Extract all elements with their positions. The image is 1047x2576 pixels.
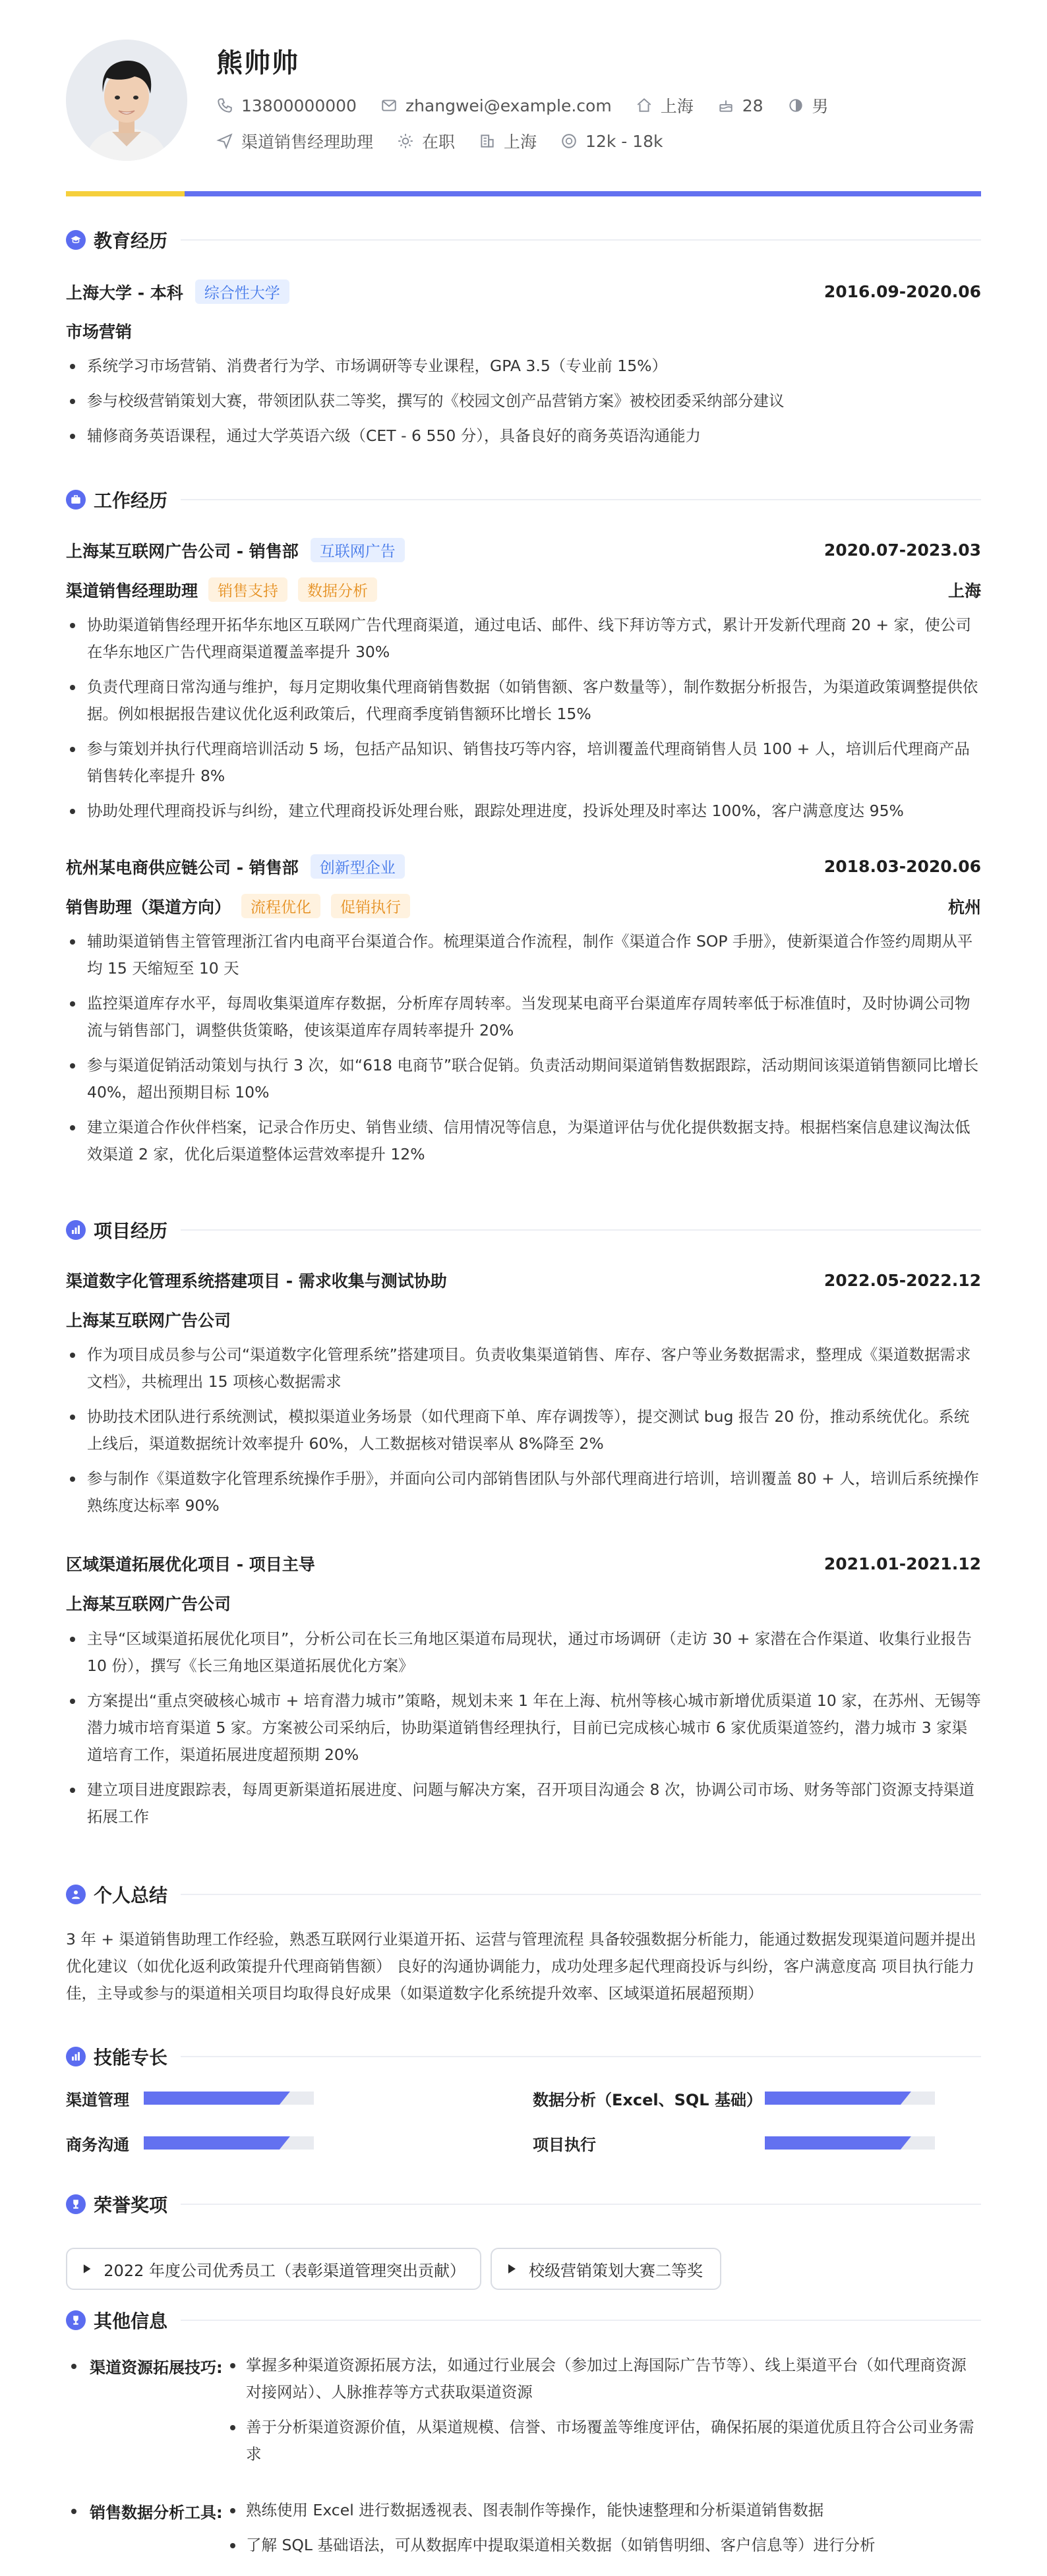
skill-name: 项目执行: [533, 2135, 596, 2154]
role-tag: 促销执行: [331, 894, 410, 918]
trophy-icon: [66, 2310, 86, 2330]
skill-bar-fill: [144, 2136, 290, 2150]
list-item: 建立渠道合作伙伴档案，记录合作历史、销售业绩、信用情况等信息，为渠道评估与优化提供数据支持。根据档案信息建议淘汰低效渠道 2 家，优化后渠道整体运营效率提升 12%: [66, 1114, 981, 1168]
section-projects: [66, 1217, 981, 1243]
skill-item: [533, 2087, 981, 2109]
section-title-summary: 个人总结: [94, 1885, 168, 1906]
skill-bar-fill: [765, 2092, 911, 2105]
section-education: [66, 227, 981, 253]
project-name: 渠道数字化管理系统搭建项目 - 需求收集与测试协助: [66, 1272, 447, 1291]
bar-chart-icon: [66, 1220, 86, 1240]
award-text: 校级营销策划大赛二等奖: [529, 2261, 703, 2280]
list-item: 系统学习市场营销、消费者行为学、市场调研等专业课程，GPA 3.5（专业前 15%）: [66, 353, 981, 380]
list-item: 参与制作《渠道数字化管理系统操作手册》，并面向公司内部销售团队与外部代理商进行培训，培训覆盖 80 + 人，培训后系统操作熟练度达标率 90%: [66, 1465, 981, 1519]
list-item: 辅修商务英语课程，通过大学英语六级（CET - 6 550 分），具备良好的商务英语沟通能力: [66, 423, 981, 450]
list-item: 协助技术团队进行系统测试，模拟渠道业务场景（如代理商下单、库存调拨等），提交测试 bug 报告 20 份，推动系统优化。系统上线后，渠道数据统计效率提升 60%，人工数据核对错误率从 8%降至 2%: [66, 1403, 981, 1457]
section-divider: [181, 2204, 981, 2205]
job-title-item: [216, 129, 373, 153]
section-divider: [181, 499, 981, 500]
job-dates: 2018.03-2020.06: [823, 857, 981, 876]
company-tag: 创新型企业: [311, 854, 405, 879]
section-title-honors: 荣誉奖项: [94, 2194, 168, 2216]
status-item: [397, 129, 455, 153]
company-name: 上海某互联网广告公司 - 销售部: [66, 541, 299, 561]
project-company-row: [66, 1308, 981, 1332]
email-item: [380, 96, 612, 115]
job-bullets: [66, 928, 981, 1168]
play-triangle-icon: [506, 2264, 517, 2274]
other-group-label: 渠道资源拓展技巧:: [66, 2355, 223, 2378]
major-name: 市场营销: [66, 322, 133, 341]
skill-name: 商务沟通: [66, 2135, 129, 2154]
list-item: 监控渠道库存水平，每周收集渠道库存数据，分析库存周转率。当发现某电商平台渠道库存周转率低于标准值时，及时协调公司物流与销售部门，调整供货策略，使该渠道库存周转率提升 20%: [66, 990, 981, 1044]
section-title-projects: 项目经历: [94, 1220, 168, 1242]
award-item: [491, 2248, 721, 2290]
accent-bar-yellow: [66, 191, 185, 196]
graduation-cap-icon: [66, 230, 86, 250]
skill-bar: [144, 2136, 314, 2150]
trophy-icon: [66, 2194, 86, 2214]
job-role-row: [66, 577, 981, 602]
company-name: 杭州某电商供应链公司 - 销售部: [66, 858, 299, 877]
project-company: 上海某互联网广告公司: [66, 1595, 231, 1614]
accent-bar: [66, 191, 981, 196]
phone-text: 13800000000: [241, 96, 357, 115]
section-divider: [181, 1894, 981, 1895]
education-header-row: [66, 279, 981, 304]
project-dates: 2022.05-2022.12: [823, 1270, 981, 1290]
list-item: 协助渠道销售经理开拓华东地区互联网广告代理商渠道，通过电话、邮件、线下拜访等方式，累计开发新代理商 20 + 家，使公司在华东地区广告代理商渠道覆盖率提升 30%: [66, 612, 981, 666]
school-name: 上海大学 - 本科: [66, 283, 183, 303]
section-divider: [181, 2320, 981, 2321]
expected-city-item: [479, 129, 537, 153]
candidate-name: 熊帅帅: [216, 48, 299, 78]
list-item: 了解 SQL 基础语法，可从数据库中提取渠道相关数据（如销售明细、客户信息等）进行分析: [227, 2532, 981, 2559]
project-header-row: [66, 1268, 981, 1292]
list-item: 辅助渠道销售主管管理浙江省内电商平台渠道合作。梳理渠道合作流程，制作《渠道合作 SOP 手册》，使新渠道合作签约周期从平均 15 天缩短至 10 天: [66, 928, 981, 982]
coin-icon: [560, 132, 578, 150]
list-item: 方案提出“重点突破核心城市 + 培育潜力城市”策略，规划未来 1 年在上海、杭州等核心城市新增优质渠道 10 家，在苏州、无锡等潜力城市培育渠道 5 家。方案被公司采纳后，协助渠道销售经理执行，目前已完成核心城市 6 家优质渠道签约，潜力城市 3 家渠道培育工作，渠道拓展进度超预期 20%: [66, 1687, 981, 1769]
age-text: 28: [742, 96, 763, 115]
project-header-row: [66, 1552, 981, 1575]
school-tag: 综合性大学: [195, 279, 289, 304]
gender-item: [787, 94, 829, 117]
project-company-row: [66, 1591, 981, 1615]
gender-text: 男: [812, 97, 829, 116]
skill-bar-fill: [765, 2136, 911, 2150]
skill-name: 渠道管理: [66, 2090, 129, 2109]
award-item: [66, 2248, 481, 2290]
education-dates: 2016.09-2020.06: [823, 282, 981, 301]
skill-item: [533, 2132, 981, 2154]
list-item: 善于分析渠道资源价值，从渠道规模、信誉、市场覆盖等维度评估，确保拓展的渠道优质且符合公司业务需求: [227, 2414, 981, 2468]
list-item: 参与校级营销策划大赛，带领团队获二等奖，撰写的《校园文创产品营销方案》被校团委采纳部分建议: [66, 388, 981, 415]
user-icon: [66, 1885, 86, 1904]
summary-text: 3 年 + 渠道销售助理工作经验，熟悉互联网行业渠道开拓、运营与管理流程 具备较强数据分析能力，能通过数据发现渠道问题并提出优化建议（如优化返利政策提升代理商销售额） 良好的沟通协调能力，成功处理多起代理商投诉与纠纷，客户满意度高 项目执行能力佳，主导或参与的渠道相关项目均取得良好成果（如渠道数字化系统提升效率、区域渠道拓展超预期）: [66, 1930, 976, 2003]
award-text: 2022 年度公司优秀员工（表彰渠道管理突出贡献）: [104, 2261, 465, 2280]
age-item: [717, 96, 763, 115]
section-other: [66, 2307, 981, 2333]
status-text: 在职: [422, 132, 456, 152]
briefcase-icon: [66, 490, 86, 510]
phone-icon: [216, 97, 233, 114]
project-name: 区域渠道拓展优化项目 - 项目主导: [66, 1555, 315, 1574]
section-title-education: 教育经历: [94, 230, 168, 252]
section-divider: [181, 1229, 981, 1231]
role-tag: 流程优化: [241, 894, 320, 918]
major-row: [66, 319, 981, 343]
section-skills: [66, 2043, 981, 2070]
job-header-row: [66, 538, 981, 562]
list-item: 建立项目进度跟踪表，每周更新渠道拓展进度、问题与解决方案，召开项目沟通会 8 次，协调公司市场、财务等部门资源支持渠道拓展工作: [66, 1776, 981, 1830]
job-header-row: [66, 854, 981, 879]
building-icon: [479, 132, 496, 150]
other-group-list: [227, 2352, 981, 2468]
play-triangle-icon: [82, 2264, 92, 2274]
section-work: [66, 486, 981, 513]
project-bullets: [66, 1341, 981, 1519]
project-bullets: [66, 1625, 981, 1830]
list-item: 作为项目成员参与公司“渠道数字化管理系统”搭建项目。负责收集渠道销售、库存、客户等业务数据需求，整理成《渠道数据需求文档》，共梳理出 15 项核心数据需求: [66, 1341, 981, 1395]
section-summary: [66, 1881, 981, 1908]
gender-icon: [787, 97, 804, 114]
skill-bar-fill: [144, 2092, 290, 2105]
cake-icon: [717, 97, 734, 114]
section-honors: [66, 2191, 981, 2217]
location-item: [636, 94, 694, 117]
skill-bar: [144, 2092, 314, 2105]
bar-chart-icon: [66, 2047, 86, 2066]
skill-bar: [765, 2092, 935, 2105]
avatar-portrait: [66, 40, 187, 161]
location-text: 上海: [660, 97, 694, 116]
skill-name: 数据分析（Excel、SQL 基础）: [533, 2090, 762, 2109]
avatar: [66, 40, 187, 161]
skill-item: [66, 2087, 514, 2109]
other-group-label: 销售数据分析工具:: [66, 2500, 223, 2523]
section-title-work: 工作经历: [94, 490, 168, 512]
role-tag: 销售支持: [208, 577, 287, 602]
section-title-skills: 技能专长: [94, 2047, 168, 2068]
job-city: 杭州: [947, 897, 981, 917]
resume-header: [66, 40, 981, 165]
company-tag: 互联网广告: [311, 538, 405, 562]
job-role: 渠道销售经理助理: [66, 581, 198, 600]
job-bullets: [66, 612, 981, 825]
home-icon: [636, 97, 653, 114]
list-item: 参与策划并执行代理商培训活动 5 场，包括产品知识、销售技巧等内容，培训覆盖代理商销售人员 100 + 人，培训后代理商产品销售转化率提升 8%: [66, 736, 981, 790]
expected-city-text: 上海: [504, 132, 537, 152]
other-group-list: [227, 2497, 981, 2559]
list-item: 熟练使用 Excel 进行数据透视表、图表制作等操作，能快速整理和分析渠道销售数据: [227, 2497, 981, 2524]
list-item: 协助处理代理商投诉与纠纷，建立代理商投诉处理台账，跟踪处理进度，投诉处理及时率达 100%，客户满意度达 95%: [66, 798, 981, 825]
list-item: 负责代理商日常沟通与维护，每月定期收集代理商销售数据（如销售额、客户数量等），制作数据分析报告，为渠道政策调整提供依据。例如根据报告建议优化返利政策后，代理商季度销售额环比增长 15%: [66, 674, 981, 728]
job-role: 销售助理（渠道方向）: [66, 897, 231, 917]
role-tag: 数据分析: [298, 577, 377, 602]
section-divider: [181, 239, 981, 241]
list-item: 主导“区域渠道拓展优化项目”，分析公司在长三角地区渠道布局现状，通过市场调研（走访 30 + 家潜在合作渠道、收集行业报告 10 份），撰写《长三角地区渠道拓展优化方案》: [66, 1625, 981, 1680]
job-city: 上海: [947, 581, 981, 600]
send-icon: [216, 132, 233, 150]
section-title-other: 其他信息: [94, 2310, 168, 2332]
phone-item: [216, 96, 357, 115]
job-title-text: 渠道销售经理助理: [241, 132, 374, 152]
job-role-row: [66, 894, 981, 918]
salary-item: [560, 132, 663, 151]
contact-row: [216, 94, 853, 117]
job-intent-row: [216, 129, 687, 153]
mail-icon: [380, 97, 398, 114]
salary-text: 12k - 18k: [585, 131, 663, 151]
section-divider: [181, 2056, 981, 2057]
list-item: 掌握多种渠道资源拓展方法，如通过行业展会（参加过上海国际广告节等）、线上渠道平台（如代理商资源对接网站）、人脉推荐等方式获取渠道资源: [227, 2352, 981, 2406]
skill-bar: [765, 2136, 935, 2150]
email-text: zhangwei@example.com: [405, 96, 612, 115]
gear-icon: [397, 132, 414, 150]
project-company: 上海某互联网广告公司: [66, 1311, 231, 1330]
list-item: 参与渠道促销活动策划与执行 3 次，如“618 电商节”联合促销。负责活动期间渠道销售数据跟踪，活动期间该渠道销售额同比增长 40%，超出预期目标 10%: [66, 1052, 981, 1106]
education-bullets: [66, 353, 981, 450]
skill-item: [66, 2132, 514, 2154]
project-dates: 2021.01-2021.12: [823, 1554, 981, 1573]
job-dates: 2020.07-2023.03: [823, 541, 981, 560]
